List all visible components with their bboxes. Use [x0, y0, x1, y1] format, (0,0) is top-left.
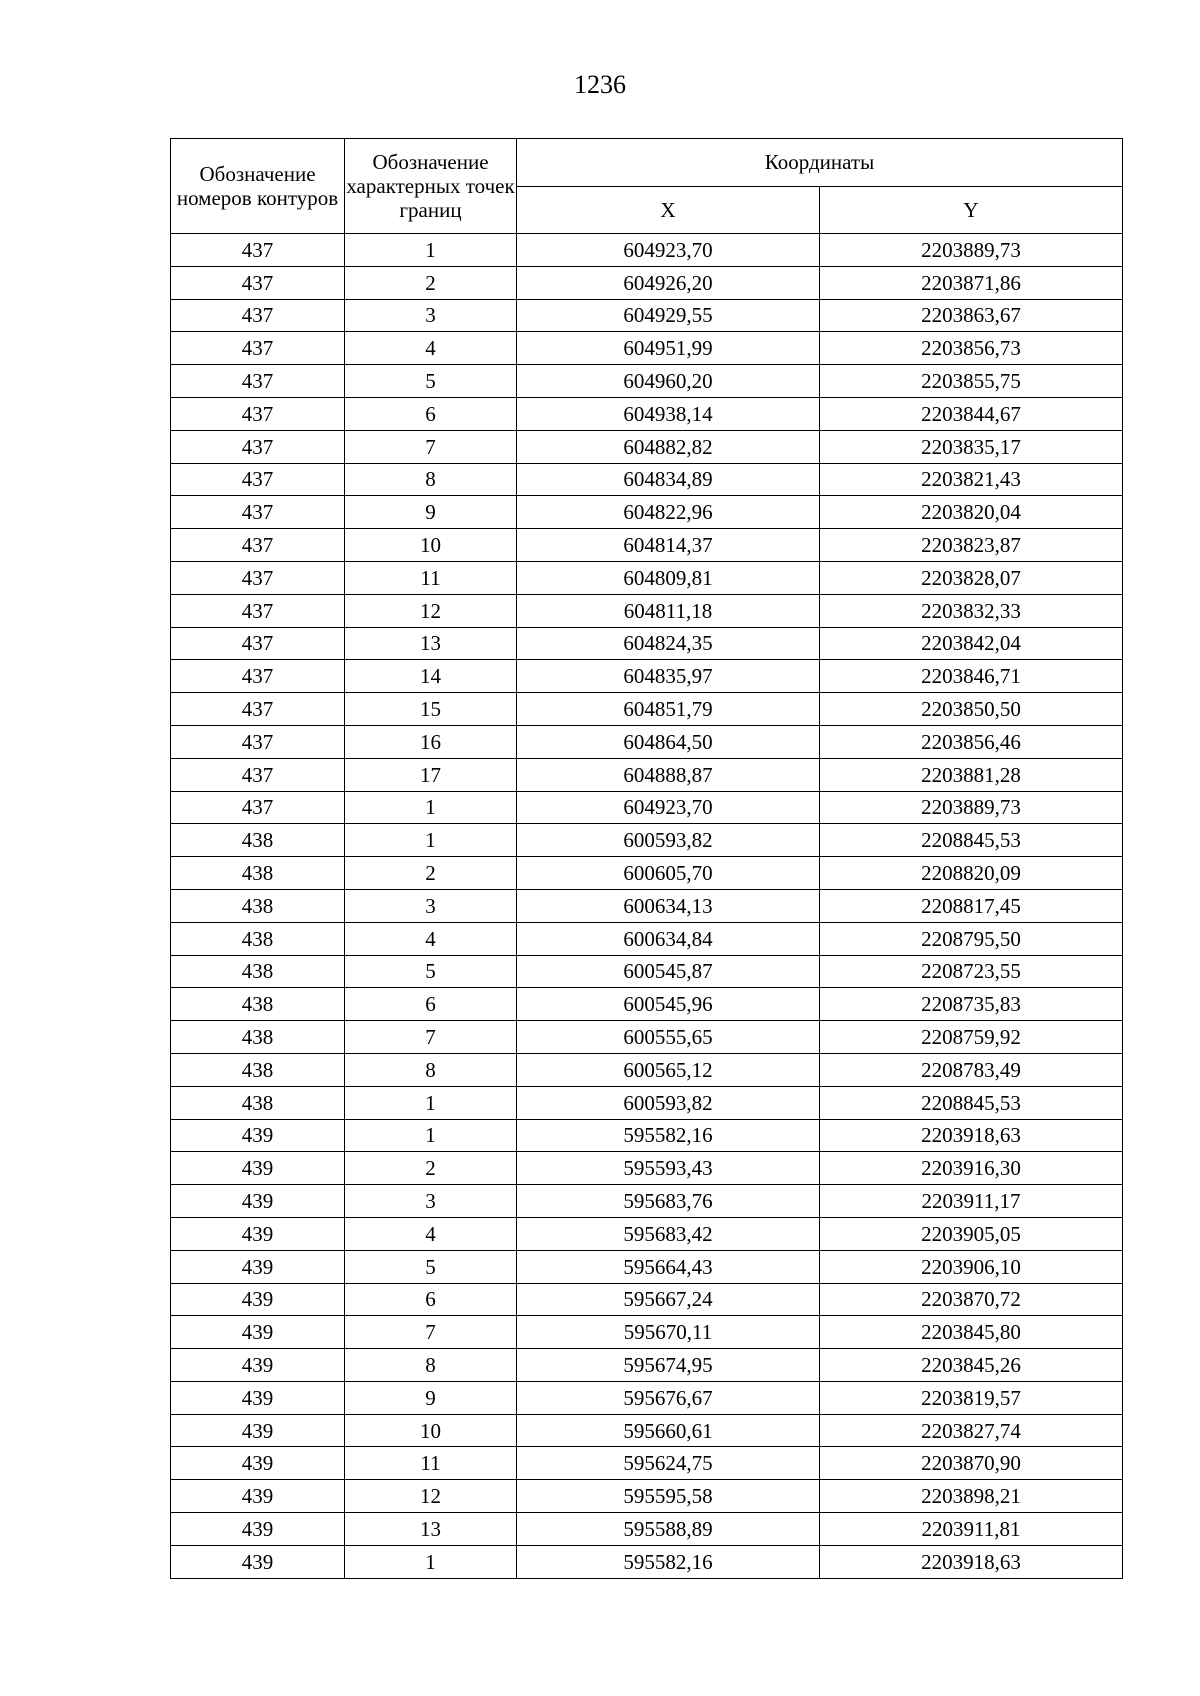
y-coordinate-cell: 2203905,05: [820, 1217, 1123, 1250]
coordinates-table: [170, 138, 1123, 1579]
header-x: X: [517, 186, 820, 234]
table-row: [171, 693, 1123, 726]
point-number-cell: 8: [345, 463, 517, 496]
x-coordinate-cell: 595670,11: [517, 1316, 820, 1349]
x-coordinate-cell: 604929,55: [517, 299, 820, 332]
point-number-cell: 15: [345, 693, 517, 726]
y-coordinate-cell: 2203855,75: [820, 365, 1123, 398]
contour-number-cell: 437: [171, 791, 345, 824]
point-number-cell: 4: [345, 1217, 517, 1250]
contour-number-cell: 437: [171, 365, 345, 398]
point-number-cell: 3: [345, 889, 517, 922]
contour-number-cell: 439: [171, 1414, 345, 1447]
y-coordinate-cell: 2203863,67: [820, 299, 1123, 332]
contour-number-cell: 437: [171, 332, 345, 365]
x-coordinate-cell: 604814,37: [517, 529, 820, 562]
contour-number-cell: 438: [171, 857, 345, 890]
table-row: [171, 1053, 1123, 1086]
table-row: [171, 496, 1123, 529]
table-row: [171, 988, 1123, 1021]
x-coordinate-cell: 600593,82: [517, 1086, 820, 1119]
y-coordinate-cell: 2208817,45: [820, 889, 1123, 922]
contour-number-cell: 439: [171, 1119, 345, 1152]
table-row: [171, 332, 1123, 365]
table-row: [171, 725, 1123, 758]
contour-number-cell: 437: [171, 463, 345, 496]
x-coordinate-cell: 595593,43: [517, 1152, 820, 1185]
x-coordinate-cell: 604851,79: [517, 693, 820, 726]
table-row: [171, 1414, 1123, 1447]
contour-number-cell: 437: [171, 627, 345, 660]
y-coordinate-cell: 2208795,50: [820, 922, 1123, 955]
table-row: [171, 463, 1123, 496]
point-number-cell: 11: [345, 561, 517, 594]
x-coordinate-cell: 604809,81: [517, 561, 820, 594]
contour-number-cell: 439: [171, 1447, 345, 1480]
point-number-cell: 7: [345, 430, 517, 463]
y-coordinate-cell: 2203820,04: [820, 496, 1123, 529]
y-coordinate-cell: 2203881,28: [820, 758, 1123, 791]
x-coordinate-cell: 600565,12: [517, 1053, 820, 1086]
point-number-cell: 5: [345, 1250, 517, 1283]
point-number-cell: 12: [345, 594, 517, 627]
x-coordinate-cell: 604835,97: [517, 660, 820, 693]
point-number-cell: 13: [345, 1513, 517, 1546]
x-coordinate-cell: 604822,96: [517, 496, 820, 529]
contour-number-cell: 437: [171, 496, 345, 529]
y-coordinate-cell: 2203832,33: [820, 594, 1123, 627]
point-number-cell: 13: [345, 627, 517, 660]
table-row: [171, 234, 1123, 267]
contour-number-cell: 437: [171, 758, 345, 791]
table-row: [171, 1283, 1123, 1316]
y-coordinate-cell: 2203846,71: [820, 660, 1123, 693]
table-row: [171, 955, 1123, 988]
table-row: [171, 1349, 1123, 1382]
contour-number-cell: 437: [171, 266, 345, 299]
contour-number-cell: 438: [171, 1086, 345, 1119]
point-number-cell: 7: [345, 1316, 517, 1349]
y-coordinate-cell: 2208783,49: [820, 1053, 1123, 1086]
contour-number-cell: 438: [171, 1053, 345, 1086]
point-number-cell: 6: [345, 1283, 517, 1316]
point-number-cell: 5: [345, 365, 517, 398]
y-coordinate-cell: 2208735,83: [820, 988, 1123, 1021]
x-coordinate-cell: 600545,96: [517, 988, 820, 1021]
x-coordinate-cell: 600593,82: [517, 824, 820, 857]
x-coordinate-cell: 595624,75: [517, 1447, 820, 1480]
x-coordinate-cell: 595664,43: [517, 1250, 820, 1283]
table-row: [171, 1217, 1123, 1250]
y-coordinate-cell: 2208845,53: [820, 824, 1123, 857]
contour-number-cell: 438: [171, 955, 345, 988]
point-number-cell: 7: [345, 1021, 517, 1054]
point-number-cell: 1: [345, 234, 517, 267]
x-coordinate-cell: 604882,82: [517, 430, 820, 463]
y-coordinate-cell: 2203823,87: [820, 529, 1123, 562]
x-coordinate-cell: 595588,89: [517, 1513, 820, 1546]
point-number-cell: 6: [345, 988, 517, 1021]
contour-number-cell: 437: [171, 561, 345, 594]
x-coordinate-cell: 604824,35: [517, 627, 820, 660]
point-number-cell: 1: [345, 791, 517, 824]
table-row: [171, 365, 1123, 398]
table-row: [171, 561, 1123, 594]
header-contour-numbers: Обозначение номеров контуров: [171, 139, 345, 234]
table-row: [171, 1152, 1123, 1185]
y-coordinate-cell: 2203856,73: [820, 332, 1123, 365]
contour-number-cell: 437: [171, 430, 345, 463]
table-row: [171, 922, 1123, 955]
y-coordinate-cell: 2203821,43: [820, 463, 1123, 496]
x-coordinate-cell: 595667,24: [517, 1283, 820, 1316]
table-row: [171, 1021, 1123, 1054]
table-body: [171, 234, 1123, 1579]
contour-number-cell: 439: [171, 1316, 345, 1349]
contour-number-cell: 437: [171, 529, 345, 562]
x-coordinate-cell: 595676,67: [517, 1381, 820, 1414]
y-coordinate-cell: 2203889,73: [820, 791, 1123, 824]
x-coordinate-cell: 595582,16: [517, 1119, 820, 1152]
x-coordinate-cell: 595660,61: [517, 1414, 820, 1447]
contour-number-cell: 439: [171, 1349, 345, 1382]
y-coordinate-cell: 2203871,86: [820, 266, 1123, 299]
contour-number-cell: 437: [171, 234, 345, 267]
point-number-cell: 4: [345, 332, 517, 365]
table-row: [171, 1480, 1123, 1513]
table-row: [171, 266, 1123, 299]
y-coordinate-cell: 2208845,53: [820, 1086, 1123, 1119]
point-number-cell: 2: [345, 266, 517, 299]
table-row: [171, 1250, 1123, 1283]
point-number-cell: 9: [345, 496, 517, 529]
contour-number-cell: 439: [171, 1381, 345, 1414]
y-coordinate-cell: 2203819,57: [820, 1381, 1123, 1414]
x-coordinate-cell: 604864,50: [517, 725, 820, 758]
table-row: [171, 1381, 1123, 1414]
point-number-cell: 3: [345, 299, 517, 332]
point-number-cell: 3: [345, 1185, 517, 1218]
table-row: [171, 1513, 1123, 1546]
table-row: [171, 397, 1123, 430]
contour-number-cell: 438: [171, 889, 345, 922]
x-coordinate-cell: 604888,87: [517, 758, 820, 791]
contour-number-cell: 437: [171, 693, 345, 726]
table-row: [171, 660, 1123, 693]
contour-number-cell: 439: [171, 1152, 345, 1185]
y-coordinate-cell: 2208820,09: [820, 857, 1123, 890]
table-row: [171, 1316, 1123, 1349]
page-number: 1236: [574, 70, 626, 99]
y-coordinate-cell: 2203906,10: [820, 1250, 1123, 1283]
x-coordinate-cell: 595674,95: [517, 1349, 820, 1382]
point-number-cell: 16: [345, 725, 517, 758]
x-coordinate-cell: 595683,76: [517, 1185, 820, 1218]
header-coordinates: Координаты: [517, 139, 1123, 187]
table-row: [171, 1119, 1123, 1152]
contour-number-cell: 437: [171, 397, 345, 430]
x-coordinate-cell: 600545,87: [517, 955, 820, 988]
point-number-cell: 8: [345, 1349, 517, 1382]
point-number-cell: 2: [345, 1152, 517, 1185]
y-coordinate-cell: 2203911,17: [820, 1185, 1123, 1218]
point-number-cell: 10: [345, 1414, 517, 1447]
point-number-cell: 1: [345, 1086, 517, 1119]
x-coordinate-cell: 604811,18: [517, 594, 820, 627]
x-coordinate-cell: 600605,70: [517, 857, 820, 890]
y-coordinate-cell: 2203856,46: [820, 725, 1123, 758]
contour-number-cell: 439: [171, 1480, 345, 1513]
table-header: [171, 139, 1123, 234]
x-coordinate-cell: 600634,84: [517, 922, 820, 955]
table-row: [171, 857, 1123, 890]
point-number-cell: 1: [345, 824, 517, 857]
point-number-cell: 4: [345, 922, 517, 955]
y-coordinate-cell: 2203918,63: [820, 1545, 1123, 1578]
y-coordinate-cell: 2203844,67: [820, 397, 1123, 430]
y-coordinate-cell: 2203828,07: [820, 561, 1123, 594]
y-coordinate-cell: 2203918,63: [820, 1119, 1123, 1152]
table-row: [171, 889, 1123, 922]
contour-number-cell: 438: [171, 1021, 345, 1054]
contour-number-cell: 438: [171, 922, 345, 955]
table-row: [171, 430, 1123, 463]
table-row: [171, 627, 1123, 660]
header-boundary-points: Обозначение характерных точек границ: [345, 139, 517, 234]
x-coordinate-cell: 600555,65: [517, 1021, 820, 1054]
table-row: [171, 1447, 1123, 1480]
table-row: [171, 758, 1123, 791]
contour-number-cell: 437: [171, 660, 345, 693]
y-coordinate-cell: 2203898,21: [820, 1480, 1123, 1513]
x-coordinate-cell: 604926,20: [517, 266, 820, 299]
table-row: [171, 1545, 1123, 1578]
table-row: [171, 824, 1123, 857]
table-row: [171, 1185, 1123, 1218]
y-coordinate-cell: 2208759,92: [820, 1021, 1123, 1054]
x-coordinate-cell: 604834,89: [517, 463, 820, 496]
point-number-cell: 1: [345, 1545, 517, 1578]
y-coordinate-cell: 2203870,72: [820, 1283, 1123, 1316]
contour-number-cell: 437: [171, 299, 345, 332]
contour-number-cell: 439: [171, 1250, 345, 1283]
contour-number-cell: 438: [171, 988, 345, 1021]
contour-number-cell: 439: [171, 1217, 345, 1250]
y-coordinate-cell: 2203850,50: [820, 693, 1123, 726]
table-row: [171, 791, 1123, 824]
y-coordinate-cell: 2203870,90: [820, 1447, 1123, 1480]
contour-number-cell: 438: [171, 824, 345, 857]
y-coordinate-cell: 2203916,30: [820, 1152, 1123, 1185]
table-row: [171, 594, 1123, 627]
y-coordinate-cell: 2203889,73: [820, 234, 1123, 267]
x-coordinate-cell: 604923,70: [517, 791, 820, 824]
y-coordinate-cell: 2203835,17: [820, 430, 1123, 463]
table-row: [171, 529, 1123, 562]
y-coordinate-cell: 2203911,81: [820, 1513, 1123, 1546]
x-coordinate-cell: 604960,20: [517, 365, 820, 398]
point-number-cell: 10: [345, 529, 517, 562]
x-coordinate-cell: 604951,99: [517, 332, 820, 365]
header-y: Y: [820, 186, 1123, 234]
point-number-cell: 12: [345, 1480, 517, 1513]
x-coordinate-cell: 600634,13: [517, 889, 820, 922]
contour-number-cell: 437: [171, 594, 345, 627]
point-number-cell: 6: [345, 397, 517, 430]
y-coordinate-cell: 2203845,80: [820, 1316, 1123, 1349]
y-coordinate-cell: 2203845,26: [820, 1349, 1123, 1382]
point-number-cell: 17: [345, 758, 517, 791]
y-coordinate-cell: 2203842,04: [820, 627, 1123, 660]
point-number-cell: 5: [345, 955, 517, 988]
contour-number-cell: 439: [171, 1513, 345, 1546]
contour-number-cell: 437: [171, 725, 345, 758]
point-number-cell: 9: [345, 1381, 517, 1414]
y-coordinate-cell: 2203827,74: [820, 1414, 1123, 1447]
table-row: [171, 299, 1123, 332]
contour-number-cell: 439: [171, 1185, 345, 1218]
point-number-cell: 8: [345, 1053, 517, 1086]
point-number-cell: 11: [345, 1447, 517, 1480]
point-number-cell: 2: [345, 857, 517, 890]
contour-number-cell: 439: [171, 1545, 345, 1578]
table-row: [171, 1086, 1123, 1119]
x-coordinate-cell: 595582,16: [517, 1545, 820, 1578]
y-coordinate-cell: 2208723,55: [820, 955, 1123, 988]
x-coordinate-cell: 595683,42: [517, 1217, 820, 1250]
x-coordinate-cell: 604923,70: [517, 234, 820, 267]
x-coordinate-cell: 604938,14: [517, 397, 820, 430]
x-coordinate-cell: 595595,58: [517, 1480, 820, 1513]
contour-number-cell: 439: [171, 1283, 345, 1316]
point-number-cell: 14: [345, 660, 517, 693]
point-number-cell: 1: [345, 1119, 517, 1152]
